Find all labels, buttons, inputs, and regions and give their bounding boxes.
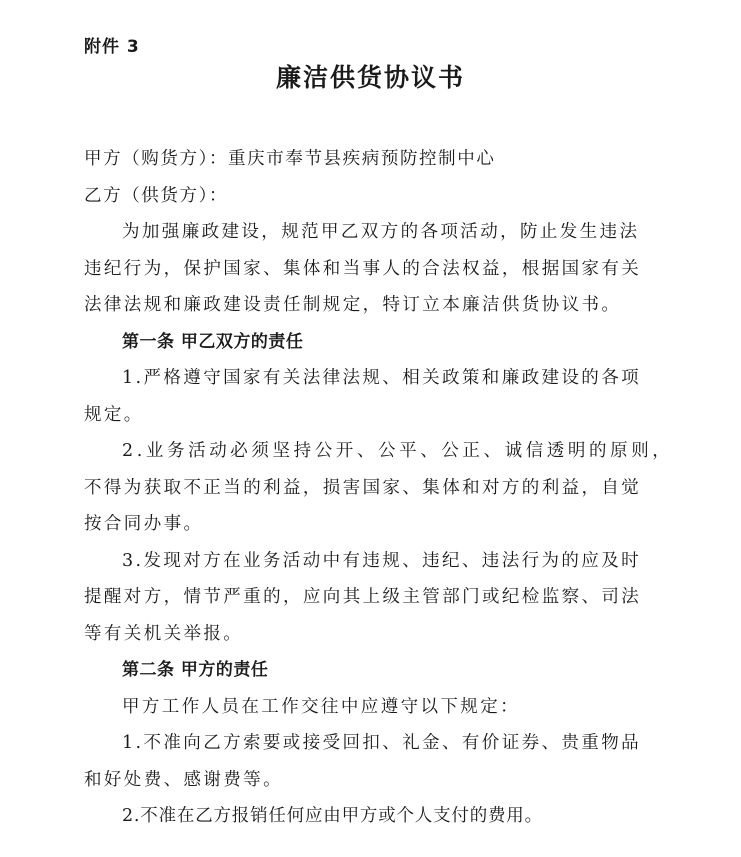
article-1-item-3-cont: 等有关机关举报。 bbox=[84, 623, 244, 644]
attachment-label: 附件 3 bbox=[84, 37, 140, 57]
article-2-intro: 甲方工作人员在工作交往中应遵守以下规定： bbox=[122, 696, 520, 717]
preamble-line: 违纪行为，保护国家、集体和当事人的合法权益，根据国家有关 bbox=[84, 258, 642, 279]
article-2-item-1: 1.不准向乙方索要或接受回扣、礼金、有价证券、贵重物品 bbox=[122, 733, 641, 753]
article-1-item-1-cont: 规定。 bbox=[84, 404, 144, 425]
article-1-item-2-cont: 不得为获取不正当的利益，损害国家、集体和对方的利益，自觉 bbox=[84, 477, 642, 498]
article-1-item-2: 2.业务活动必须坚持公开、公平、公正、诚信透明的原则， bbox=[122, 441, 674, 461]
article-2-heading: 第二条 甲方的责任 bbox=[122, 660, 269, 680]
party-a-line: 甲方（购货方）：重庆市奉节县疾病预防控制中心 bbox=[84, 149, 496, 169]
article-1-heading: 第一条 甲乙双方的责任 bbox=[122, 331, 304, 352]
article-2-item-2: 2.不准在乙方报销任何应由甲方或个人支付的费用。 bbox=[122, 806, 543, 826]
article-1-item-1: 1.严格遵守国家有关法律法规、相关政策和廉政建设的各项 bbox=[122, 368, 641, 388]
article-1-item-3-cont: 提醒对方，情节严重的，应向其上级主管部门或纪检监察、司法 bbox=[84, 587, 642, 607]
preamble-line: 为加强廉政建设，规范甲乙双方的各项活动，防止发生违法 bbox=[122, 222, 640, 242]
document-body bbox=[84, 141, 674, 835]
article-2-item-1-cont: 和好处费、感谢费等。 bbox=[84, 769, 283, 790]
preamble-line: 法律法规和廉政建设责任制规定，特订立本廉洁供货协议书。 bbox=[84, 295, 622, 315]
party-b-line: 乙方（供货方）： bbox=[84, 185, 229, 206]
document-title: 廉洁供货协议书 bbox=[275, 63, 465, 92]
article-1-item-2-cont: 按合同办事。 bbox=[84, 514, 204, 534]
article-1-item-3: 3.发现对方在业务活动中有违规、违纪、违法行为的应及时 bbox=[122, 550, 641, 571]
